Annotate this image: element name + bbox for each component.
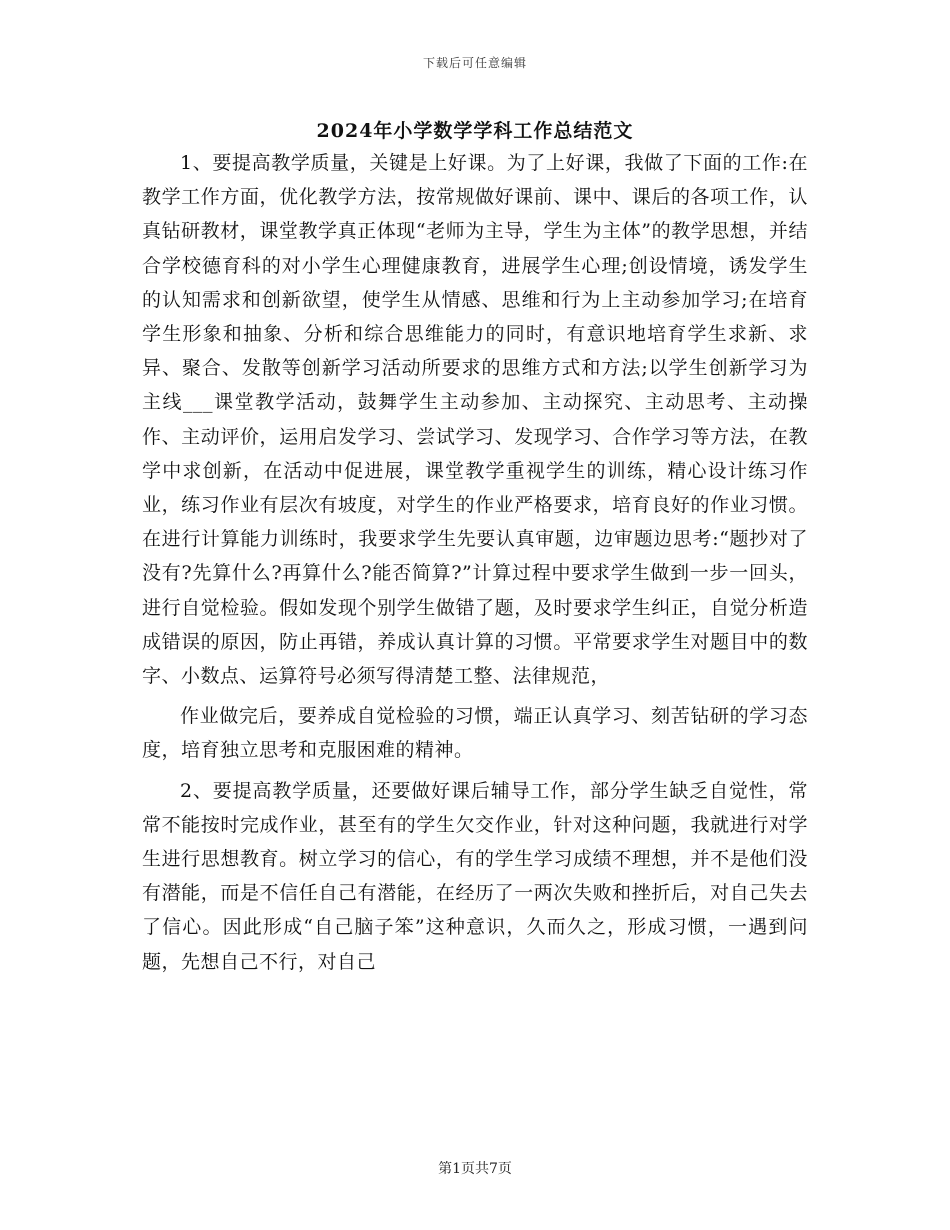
header-note: 下载后可任意编辑 (422, 56, 527, 70)
document-title: 2024年小学数学学科工作总结范文 (316, 120, 634, 142)
paragraph-1: 1、要提高教学质量，关键是上好课。为了上好课，我做了下面的工作:在教学工作方面，优化教学方法，按常规做好课前、课中、课后的各项工作，认真钻研教材，课堂教学真正体现“老师为主导，学生为主体”的教学思想，并结合学校德育科的对小学生心理健康教育，进展学生心理;创设情境，诱发学生的认知需求和创新欲望，使学生从情感、思维和行为上主动参加学习;在培育学生形象和抽象、分析和综合思维能力的同时，有意识地培育学生求新、求异、聚合、发散等创新学习活动所要求的思维方式和方法;以学生创新学习为主线___课堂教学活动，鼓舞学生主动参加、主动探究、主动思考、主动操作、主动评价，运用启发学习、尝试学习、发现学习、合作学习等方法，在教学中求创新，在活动中促进展，课堂教学重视学生的训练，精心设计练习作业，练习作业有层次有坡度，对学生的作业严格要求，培育良好的作业习惯。在进行计算能力训练时，我要求学生先要认真审题，边审题边思考:“题抄对了没有?先算什么?再算什么?能否简算?”计算过程中要求学生做到一步一回头，进行自觉检验。假如发现个别学生做错了题，及时要求学生纠正，自觉分析造成错误的原因，防止再错，养成认真计算的习惯。平常要求学生对题目中的数字、小数点、运算符号必须写得清楚工整、法律规范， (142, 152, 808, 688)
paragraph-2: 作业做完后，要养成自觉检验的习惯，端正认真学习、刻苦钻研的学习态度，培育独立思考和克服困难的精神。 (142, 705, 808, 762)
page-number: 第1页共7页 (438, 1161, 512, 1177)
paragraph-3: 2、要提高教学质量，还要做好课后辅导工作，部分学生缺乏自觉性，常常不能按时完成作业，甚至有的学生欠交作业，针对这种问题，我就进行对学生进行思想教育。树立学习的信心，有的学生学习成绩不理想，并不是他们没有潜能，而是不信任自己有潜能，在经历了一两次失败和挫折后，对自己失去了信心。因此形成“自己脑子笨”这种意识，久而久之，形成习惯，一遇到问题，先想自己不行，对自己 (142, 779, 808, 973)
document-body (142, 146, 808, 985)
